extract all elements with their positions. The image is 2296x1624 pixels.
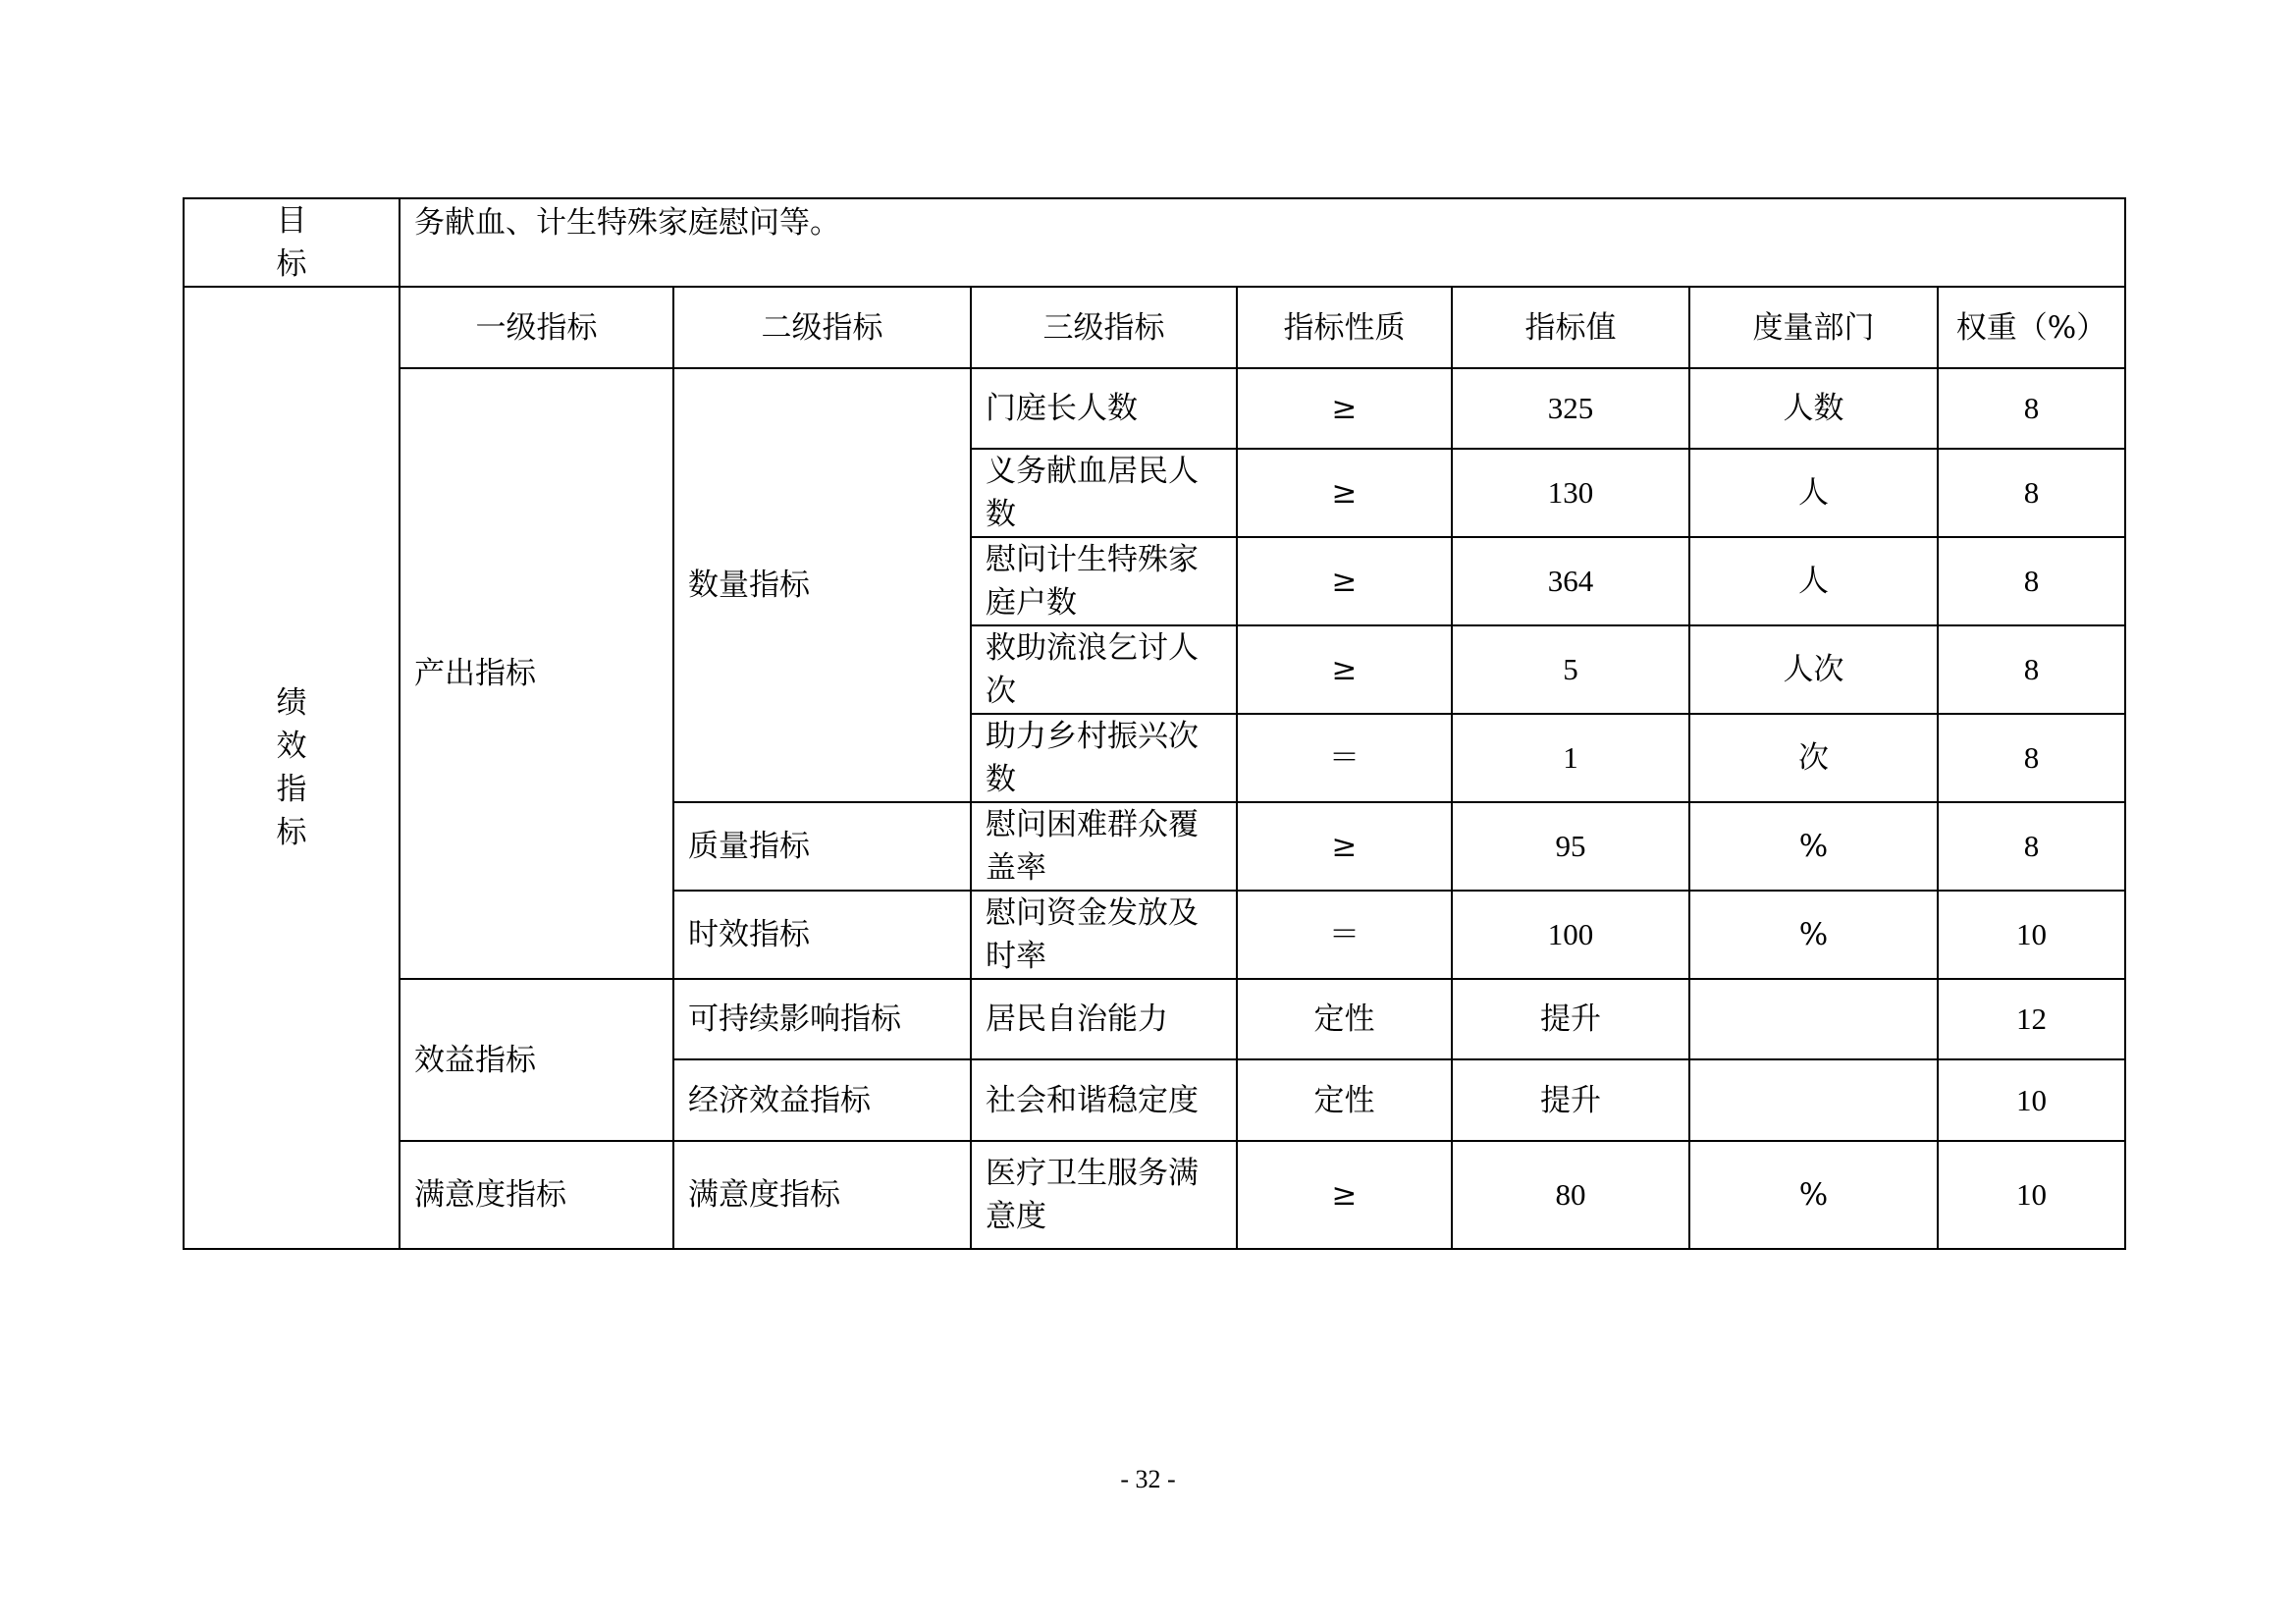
page-number: - 32 -	[1120, 1465, 1176, 1493]
perf-label: 绩 效 指 标	[184, 287, 400, 1249]
goal-label: 目 标	[184, 198, 400, 287]
header-value: 指标值	[1452, 287, 1689, 368]
subgroup-satisfaction: 满意度指标	[673, 1141, 971, 1249]
indicator-cell: 医疗卫生服务满意度	[971, 1141, 1237, 1249]
indicator-cell: 义务献血居民人数	[971, 449, 1237, 537]
unit-cell: 人	[1689, 537, 1938, 625]
value-cell: 100	[1452, 891, 1689, 979]
unit-cell: 人次	[1689, 625, 1938, 714]
group-satisfaction: 满意度指标	[400, 1141, 673, 1249]
subgroup-sustainable: 可持续影响指标	[673, 979, 971, 1059]
nature-cell: ≥	[1237, 1141, 1452, 1249]
weight-cell: 8	[1938, 449, 2125, 537]
indicator-cell: 门庭长人数	[971, 368, 1237, 449]
header-level3: 三级指标	[971, 287, 1237, 368]
indicator-cell: 居民自治能力	[971, 979, 1237, 1059]
nature-cell: ≥	[1237, 449, 1452, 537]
nature-cell: ＝	[1237, 714, 1452, 802]
indicator-cell: 社会和谐稳定度	[971, 1059, 1237, 1141]
header-row	[184, 287, 2125, 368]
value-cell: 364	[1452, 537, 1689, 625]
value-cell: 提升	[1452, 1059, 1689, 1141]
subgroup-timeliness: 时效指标	[673, 891, 971, 979]
nature-cell: ≥	[1237, 368, 1452, 449]
value-cell: 130	[1452, 449, 1689, 537]
unit-cell	[1689, 1059, 1938, 1141]
weight-cell: 8	[1938, 368, 2125, 449]
subgroup-quantity: 数量指标	[673, 368, 971, 802]
value-cell: 95	[1452, 802, 1689, 891]
header-weight: 权重（%）	[1938, 287, 2125, 368]
weight-cell: 8	[1938, 714, 2125, 802]
nature-cell: 定性	[1237, 979, 1452, 1059]
indicator-cell: 慰问资金发放及时率	[971, 891, 1237, 979]
weight-cell: 8	[1938, 625, 2125, 714]
value-cell: 1	[1452, 714, 1689, 802]
group-benefit: 效益指标	[400, 979, 673, 1141]
unit-cell: 人数	[1689, 368, 1938, 449]
goal-row	[184, 198, 2125, 287]
weight-cell: 12	[1938, 979, 2125, 1059]
subgroup-quality: 质量指标	[673, 802, 971, 891]
value-cell: 提升	[1452, 979, 1689, 1059]
table-row	[184, 368, 2125, 449]
weight-cell: 10	[1938, 1059, 2125, 1141]
indicator-cell: 慰问困难群众覆盖率	[971, 802, 1237, 891]
weight-cell: 8	[1938, 537, 2125, 625]
unit-cell: %	[1689, 802, 1938, 891]
unit-cell: 人	[1689, 449, 1938, 537]
weight-cell: 10	[1938, 891, 2125, 979]
table-row	[184, 979, 2125, 1059]
unit-cell: %	[1689, 1141, 1938, 1249]
header-nature: 指标性质	[1237, 287, 1452, 368]
value-cell: 80	[1452, 1141, 1689, 1249]
performance-indicator-table	[183, 197, 2126, 1250]
indicator-cell: 慰问计生特殊家庭户数	[971, 537, 1237, 625]
nature-cell: 定性	[1237, 1059, 1452, 1141]
nature-cell: ＝	[1237, 891, 1452, 979]
subgroup-economic: 经济效益指标	[673, 1059, 971, 1141]
header-unit: 度量部门	[1689, 287, 1938, 368]
table-row	[184, 1141, 2125, 1249]
header-level1: 一级指标	[400, 287, 673, 368]
unit-cell	[1689, 979, 1938, 1059]
header-level2: 二级指标	[673, 287, 971, 368]
weight-cell: 8	[1938, 802, 2125, 891]
indicator-cell: 助力乡村振兴次数	[971, 714, 1237, 802]
nature-cell: ≥	[1237, 802, 1452, 891]
goal-content: 务献血、计生特殊家庭慰问等。	[400, 198, 2125, 287]
nature-cell: ≥	[1237, 625, 1452, 714]
weight-cell: 10	[1938, 1141, 2125, 1249]
indicator-cell: 救助流浪乞讨人次	[971, 625, 1237, 714]
value-cell: 5	[1452, 625, 1689, 714]
value-cell: 325	[1452, 368, 1689, 449]
nature-cell: ≥	[1237, 537, 1452, 625]
unit-cell: %	[1689, 891, 1938, 979]
group-output: 产出指标	[400, 368, 673, 979]
unit-cell: 次	[1689, 714, 1938, 802]
